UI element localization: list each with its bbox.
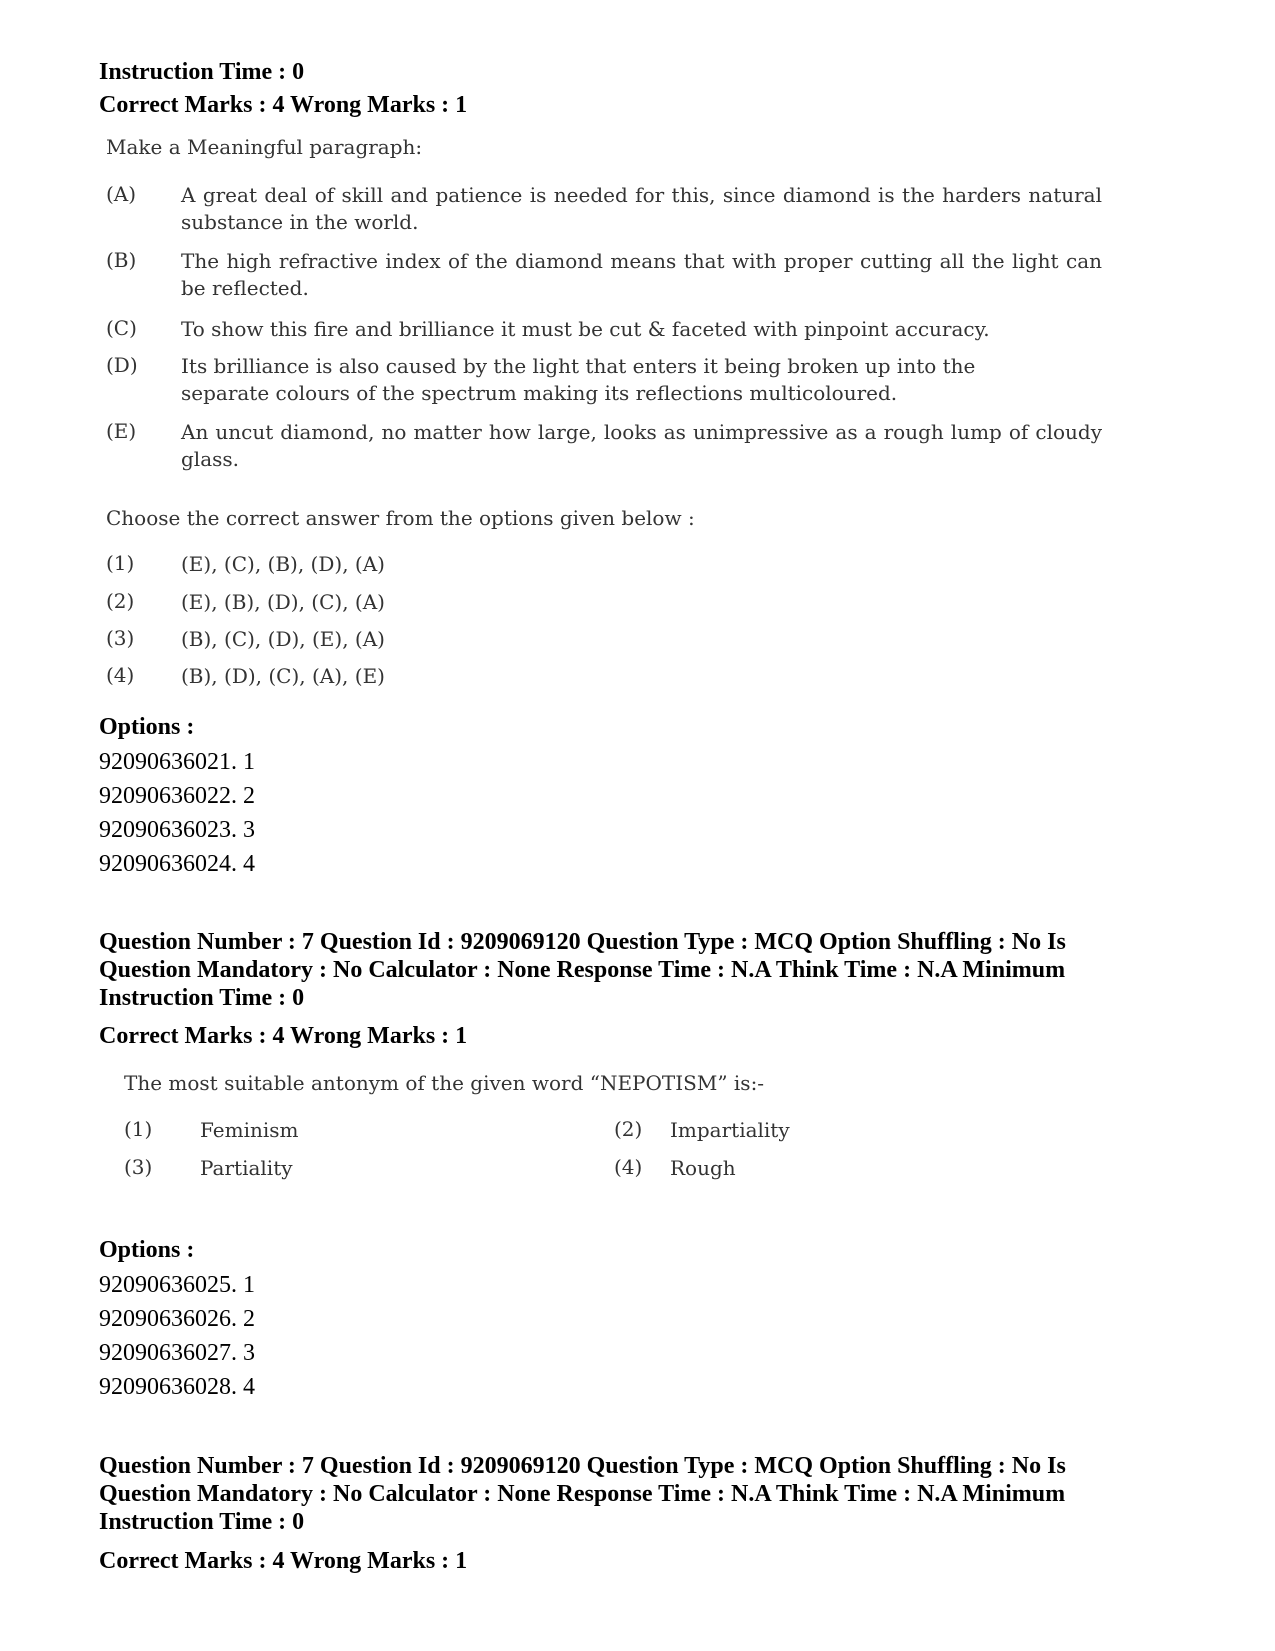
answer-text: Feminism bbox=[200, 1118, 299, 1142]
statement-text: To show this fire and brilliance it must be cut & faceted with pinpoint accuracy. bbox=[181, 317, 990, 341]
statement-text: The high refractive index of the diamond means that with proper cutting all the light can be reflected. bbox=[181, 249, 1102, 300]
statement-d bbox=[106, 353, 1102, 407]
question-header: Question Number : 7 Question Id : 9209069120 Question Type : MCQ Option Shuffling : No Is Question Mandatory : No Calculator : None Response Time : N.A Think Time : N.A Minimum Instruction Time : 0 bbox=[99, 1453, 1066, 1535]
statement-label: (D) bbox=[106, 353, 138, 377]
answer-text: (E), (C), (B), (D), (A) bbox=[181, 552, 385, 576]
options-heading: Options : bbox=[99, 1237, 195, 1263]
options-heading: Options : bbox=[99, 714, 195, 740]
marks-line: Correct Marks : 4 Wrong Marks : 1 bbox=[99, 92, 468, 118]
marks-line: Correct Marks : 4 Wrong Marks : 1 bbox=[99, 1023, 468, 1049]
choose-instruction: Choose the correct answer from the options given below : bbox=[106, 506, 695, 530]
question-header: Question Number : 7 Question Id : 9209069120 Question Type : MCQ Option Shuffling : No Is Question Mandatory : No Calculator : None Response Time : N.A Think Time : N.A Minimum Instruction Time : 0 bbox=[99, 929, 1066, 1011]
statement-label: (E) bbox=[106, 419, 137, 443]
option-id: 92090636028. 4 bbox=[99, 1374, 255, 1400]
statement-b bbox=[106, 248, 1102, 302]
answer-choice-4 bbox=[614, 1155, 914, 1183]
answer-text: (B), (D), (C), (A), (E) bbox=[181, 664, 385, 688]
statement-text: An uncut diamond, no matter how large, looks as unimpressive as a rough lump of cloudy glass. bbox=[181, 420, 1102, 471]
question-prompt: Make a Meaningful paragraph: bbox=[106, 135, 423, 159]
answer-label: (4) bbox=[614, 1155, 643, 1179]
statement-a bbox=[106, 182, 1102, 236]
statement-label: (A) bbox=[106, 182, 137, 206]
answer-text: Impartiality bbox=[670, 1118, 790, 1142]
answer-label: (2) bbox=[106, 589, 135, 613]
statement-text: Its brilliance is also caused by the light that enters it being broken up into the separate colours of the spectrum making its reflections multicoloured. bbox=[181, 354, 976, 405]
option-id: 92090636025. 1 bbox=[99, 1272, 255, 1298]
statement-text: A great deal of skill and patience is needed for this, since diamond is the harders natural substance in the world. bbox=[181, 183, 1102, 234]
answer-label: (3) bbox=[124, 1155, 153, 1179]
answer-choice-4 bbox=[106, 663, 506, 691]
answer-label: (1) bbox=[124, 1117, 153, 1141]
option-id: 92090636021. 1 bbox=[99, 749, 255, 775]
answer-text: Partiality bbox=[200, 1156, 293, 1180]
answer-choice-2 bbox=[614, 1117, 914, 1145]
answer-label: (2) bbox=[614, 1117, 643, 1141]
statement-label: (C) bbox=[106, 316, 137, 340]
answer-label: (1) bbox=[106, 551, 135, 575]
option-id: 92090636027. 3 bbox=[99, 1340, 255, 1366]
answer-choice-1 bbox=[106, 551, 506, 579]
option-id: 92090636022. 2 bbox=[99, 783, 255, 809]
answer-label: (3) bbox=[106, 626, 135, 650]
answer-text: (B), (C), (D), (E), (A) bbox=[181, 627, 385, 651]
question-prompt: The most suitable antonym of the given word “NEPOTISM” is:- bbox=[124, 1071, 765, 1095]
answer-label: (4) bbox=[106, 663, 135, 687]
answer-choice-1 bbox=[124, 1117, 424, 1145]
statement-c bbox=[106, 316, 1102, 344]
option-id: 92090636024. 4 bbox=[99, 851, 255, 877]
answer-choice-3 bbox=[106, 626, 506, 654]
instruction-time: Instruction Time : 0 bbox=[99, 59, 305, 85]
marks-line: Correct Marks : 4 Wrong Marks : 1 bbox=[99, 1548, 468, 1574]
option-id: 92090636023. 3 bbox=[99, 817, 255, 843]
statement-label: (B) bbox=[106, 248, 137, 272]
answer-choice-2 bbox=[106, 589, 506, 617]
option-id: 92090636026. 2 bbox=[99, 1306, 255, 1332]
answer-text: (E), (B), (D), (C), (A) bbox=[181, 590, 385, 614]
answer-choice-3 bbox=[124, 1155, 424, 1183]
answer-text: Rough bbox=[670, 1156, 736, 1180]
statement-e bbox=[106, 419, 1102, 473]
